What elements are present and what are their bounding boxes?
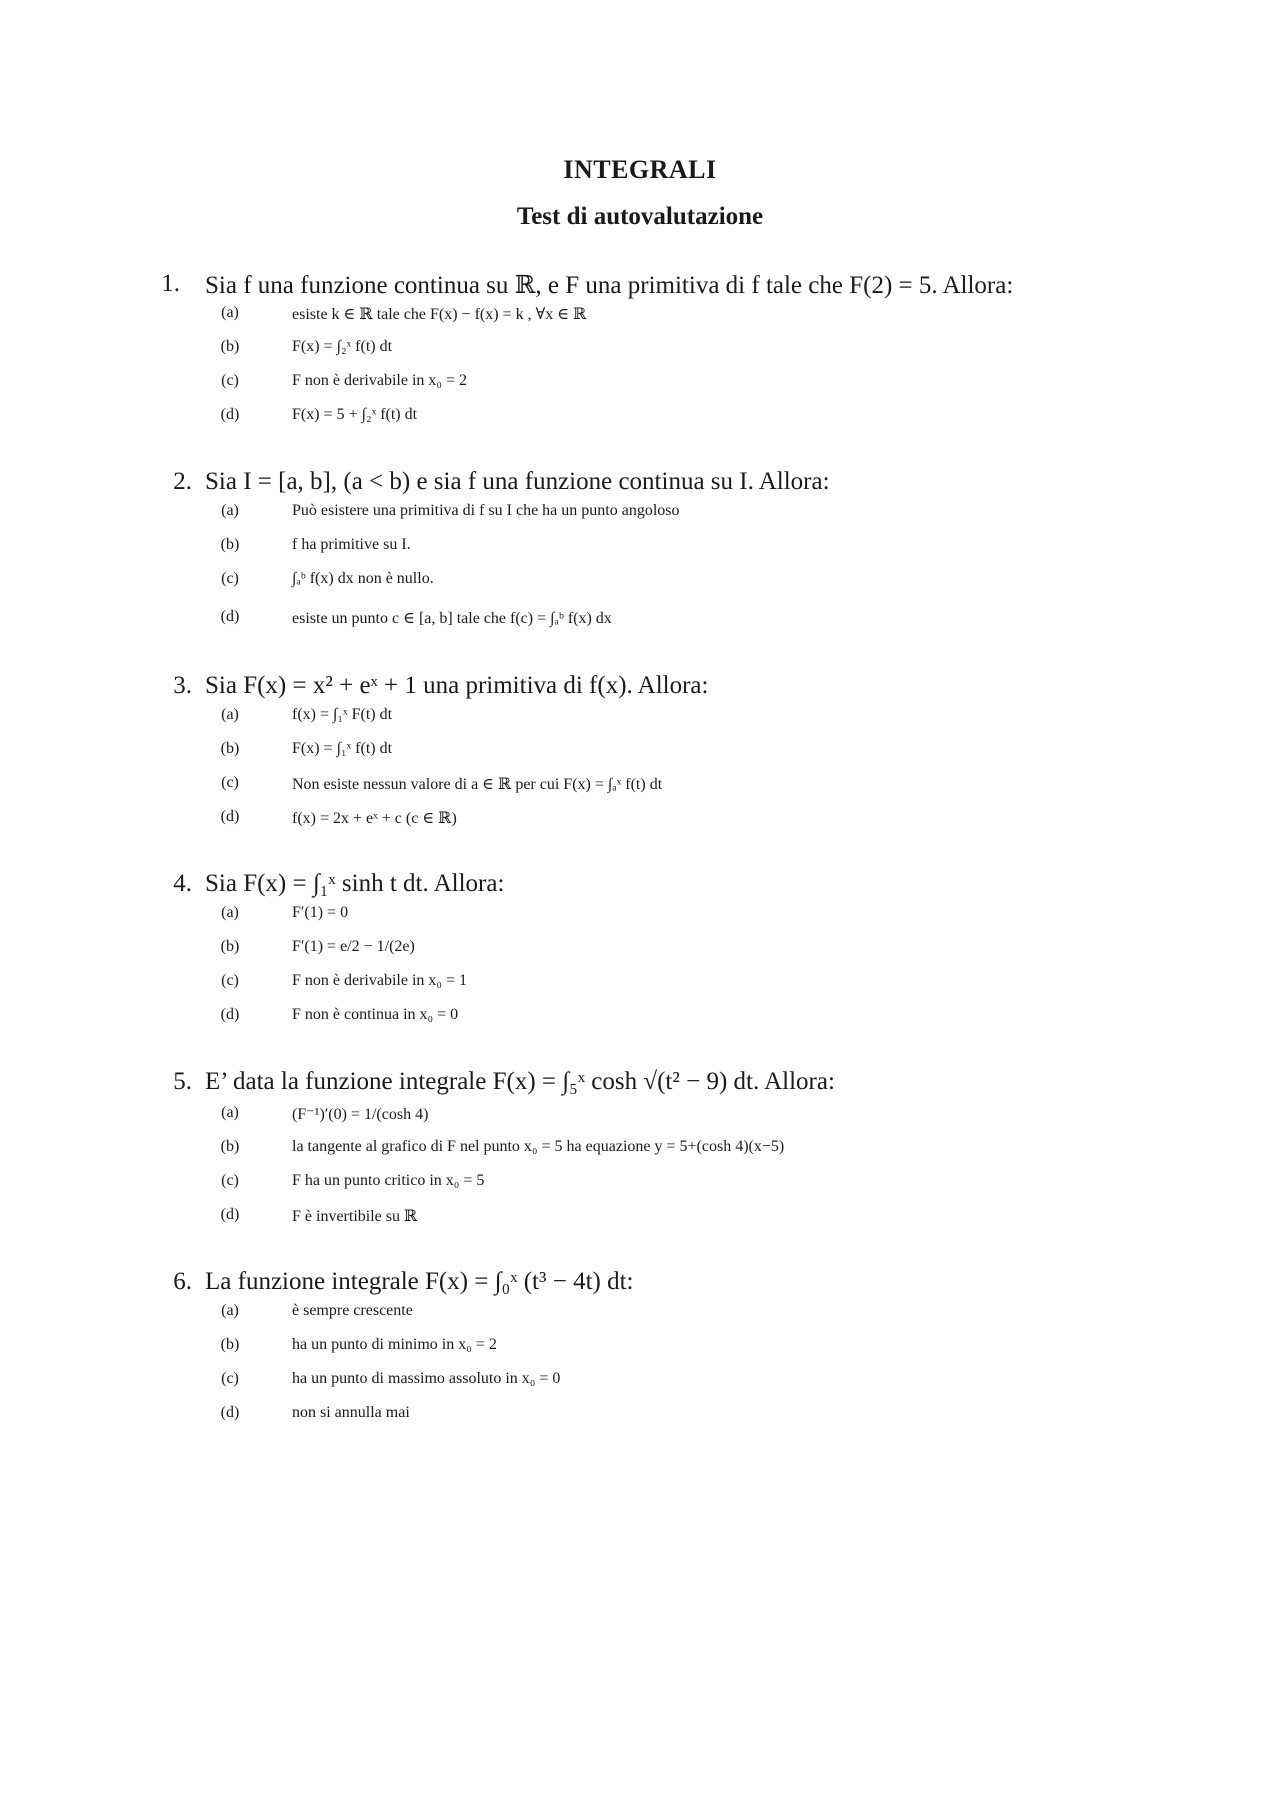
option-text: ha un punto di massimo assoluto in x₀ = 0: [292, 1370, 561, 1387]
option-4d: [0, 1006, 1280, 1040]
option-label: (d): [220, 406, 240, 423]
option-3c: [0, 774, 1280, 808]
question-number: 1.: [161, 270, 180, 297]
option-label: (a): [221, 1302, 239, 1319]
option-text: (F⁻¹)′(0) = 1/(cosh 4): [292, 1106, 429, 1123]
option-label: (b): [220, 338, 240, 355]
option-text: F(x) = 5 + ∫₂ˣ f(t) dt: [292, 406, 418, 423]
option-6c: [0, 1370, 1280, 1404]
option-label: (c): [221, 774, 239, 791]
option-text: Può esistere una primitiva di f su I che ha un punto angoloso: [292, 502, 680, 519]
option-1c: [0, 372, 1280, 406]
option-text: ∫ₐᵇ f(x) dx non è nullo.: [292, 570, 434, 587]
option-3b: [0, 740, 1280, 774]
question-number: 4.: [173, 870, 192, 897]
option-label: (a): [221, 1104, 239, 1121]
option-text: F ha un punto critico in x₀ = 5: [292, 1172, 485, 1189]
document-title: INTEGRALI: [563, 155, 717, 184]
option-2b: [0, 536, 1280, 570]
option-text: è sempre crescente: [292, 1302, 413, 1319]
option-label: (d): [220, 1006, 240, 1023]
option-label: (a): [221, 706, 239, 723]
option-3a: [0, 706, 1280, 740]
option-label: (a): [221, 502, 239, 519]
option-text: F non è derivabile in x₀ = 1: [292, 972, 468, 989]
option-label: (c): [221, 570, 239, 587]
option-text: F(x) = ∫₂ˣ f(t) dt: [292, 338, 393, 355]
option-4c: [0, 972, 1280, 1006]
question-stem: Sia I = [a, b], (a < b) e sia f una funzione continua su I. Allora:: [205, 468, 830, 495]
option-text: non si annulla mai: [292, 1404, 410, 1421]
option-text: F′(1) = 0: [292, 904, 349, 921]
option-label: (c): [221, 972, 239, 989]
option-5a: [0, 1104, 1280, 1138]
option-text: F non è derivabile in x₀ = 2: [292, 372, 468, 389]
question-stem: Sia f una funzione continua su ℝ, e F una primitiva di f tale che F(2) = 5. Allora:: [205, 272, 1014, 299]
option-label: (b): [220, 938, 240, 955]
option-6a: [0, 1302, 1280, 1336]
option-label: (d): [220, 608, 240, 625]
option-label: (a): [221, 904, 239, 921]
option-label: (b): [220, 1138, 240, 1155]
option-2a: [0, 502, 1280, 536]
option-5c: [0, 1172, 1280, 1206]
option-1d: [0, 406, 1280, 440]
question-stem: Sia F(x) = x² + eˣ + 1 una primitiva di f(x). Allora:: [205, 672, 709, 699]
question-stem: E’ data la funzione integrale F(x) = ∫₅ˣ cosh √(t² − 9) dt. Allora:: [205, 1068, 835, 1095]
option-label: (b): [220, 740, 240, 757]
option-text: F(x) = ∫₁ˣ f(t) dt: [292, 740, 393, 757]
option-3d: [0, 808, 1280, 842]
option-text: F non è continua in x₀ = 0: [292, 1006, 459, 1023]
option-text: la tangente al grafico di F nel punto x₀ = 5 ha equazione y = 5+(cosh 4)(x−5): [292, 1138, 785, 1155]
question-stem: Sia F(x) = ∫₁ˣ sinh t dt. Allora:: [205, 870, 505, 897]
option-6d: [0, 1404, 1280, 1438]
option-5b: [0, 1138, 1280, 1172]
option-text: esiste k ∈ ℝ tale che F(x) − f(x) = k , ∀x ∈ ℝ: [292, 306, 587, 323]
option-1a: [0, 304, 1280, 338]
option-label: (b): [220, 1336, 240, 1353]
option-text: f(x) = 2x + eˣ + c (c ∈ ℝ): [292, 810, 457, 827]
option-text: F′(1) = e/2 − 1/(2e): [292, 938, 415, 955]
option-1b: [0, 338, 1280, 372]
option-text: ha un punto di minimo in x₀ = 2: [292, 1336, 497, 1353]
question-number: 6.: [173, 1268, 192, 1295]
question-number: 3.: [173, 672, 192, 699]
option-text: esiste un punto c ∈ [a, b] tale che f(c) = ∫ₐᵇ f(x) dx: [292, 610, 612, 627]
option-text: F è invertibile su ℝ: [292, 1208, 418, 1225]
option-5d: [0, 1206, 1280, 1240]
option-2d: [0, 608, 1280, 642]
question-stem: La funzione integrale F(x) = ∫₀ˣ (t³ − 4t) dt:: [205, 1268, 634, 1295]
option-label: (c): [221, 372, 239, 389]
option-6b: [0, 1336, 1280, 1370]
option-label: (d): [220, 1206, 240, 1223]
option-2c: [0, 570, 1280, 604]
option-4b: [0, 938, 1280, 972]
question-number: 5.: [173, 1068, 192, 1095]
option-label: (d): [220, 808, 240, 825]
option-text: f(x) = ∫₁ˣ F(t) dt: [292, 706, 393, 723]
option-text: Non esiste nessun valore di a ∈ ℝ per cui F(x) = ∫ₐˣ f(t) dt: [292, 776, 663, 793]
option-label: (c): [221, 1370, 239, 1387]
question-number: 2.: [173, 468, 192, 495]
option-label: (d): [220, 1404, 240, 1421]
option-label: (a): [221, 304, 239, 321]
option-text: f ha primitive su I.: [292, 536, 411, 553]
document-subtitle: Test di autovalutazione: [516, 203, 764, 230]
option-4a: [0, 904, 1280, 938]
option-label: (c): [221, 1172, 239, 1189]
option-label: (b): [220, 536, 240, 553]
